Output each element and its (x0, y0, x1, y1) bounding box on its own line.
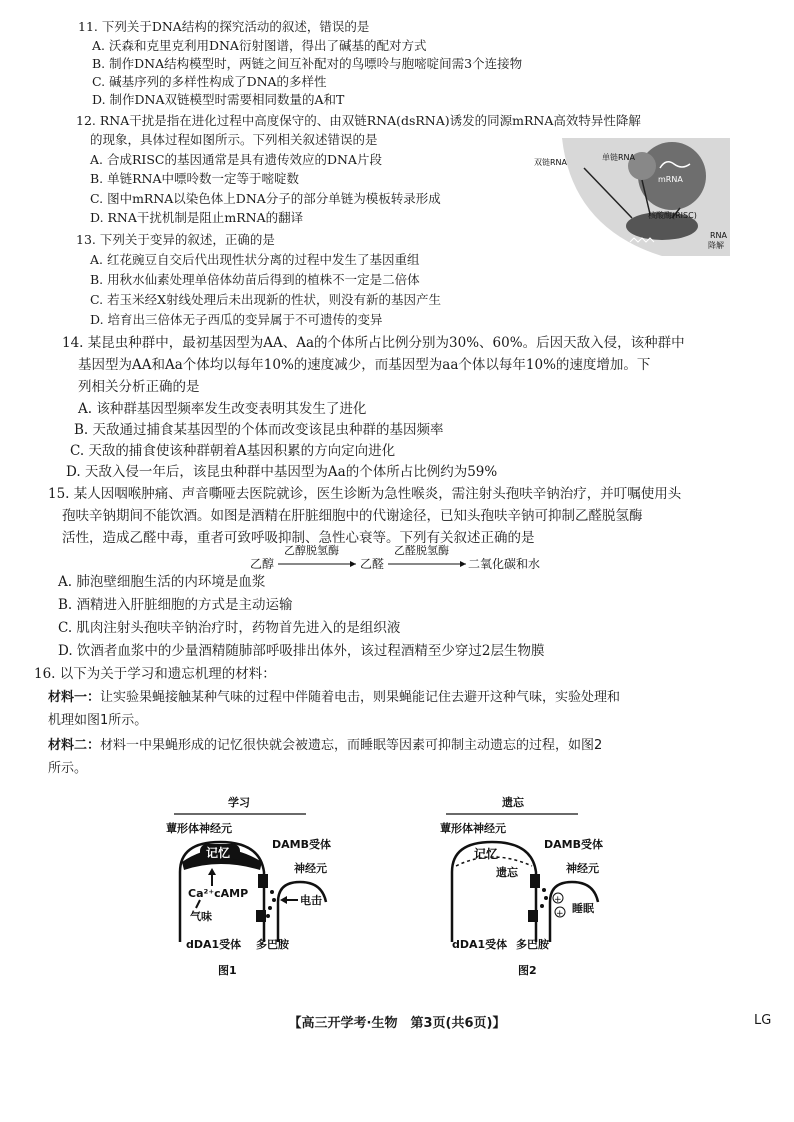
q11-option-c: C. 碱基序列的多样性构成了DNA的多样性 (92, 74, 327, 89)
figure2-forgetting (432, 792, 622, 982)
svg-text:+: + (554, 895, 562, 905)
enzyme1-label: 乙醇脱氢酶 (284, 544, 339, 557)
q12-stem-line1: 12. RNA干扰是指在进化过程中高度保守的、由双链RNA(dsRNA)诱发的同源mRNA高效特异性降解 (76, 113, 641, 128)
ethanol-label: 乙醇 (250, 557, 275, 571)
q12-stem-line2: 的现象，具体过程如图所示。下列相关叙述错误的是 (90, 132, 378, 147)
fig2-dopamine-label: 多巴胺 (516, 938, 549, 951)
label-risc: 核酸酶(RISC) (648, 211, 697, 220)
fig1-shock-label: 电击 (300, 894, 322, 907)
fig2-caption: 图2 (518, 964, 537, 977)
fig1-dopamine-label: 多巴胺 (256, 938, 289, 951)
q11-option-d: D. 制作DNA双链模型时需要相同数量的A和T (92, 92, 345, 107)
fig1-da1-label: dDA1受体 (186, 938, 242, 951)
fig1-memory-label: 记忆 (206, 846, 231, 860)
q14-stem-line1: 14. 某昆虫种群中，最初基因型为AA、Aa的个体所占比例分别为30%、60%。后因天敌入侵，该种群中 (62, 335, 685, 351)
q13-option-a: A. 红花豌豆自交后代出现性状分离的过程中发生了基因重组 (90, 252, 420, 267)
q13-option-d: D. 培育出三倍体无子西瓜的变异属于不可遗传的变异 (90, 312, 383, 327)
paper-code: LG (754, 1013, 772, 1028)
fig2-title: 遗忘 (502, 796, 524, 809)
q14-option-d: D. 天敌入侵一年后，该昆虫种群中基因型为Aa的个体所占比例约为59% (66, 464, 498, 480)
q14-option-b: B. 天敌通过捕食某基因型的个体而改变该昆虫种群的基因频率 (74, 422, 444, 438)
label-rna: RNA (710, 231, 728, 240)
fig2-mushroom-label: 蕈形体神经元 (440, 822, 506, 835)
q15-option-d: D. 饮酒者血浆中的少量酒精随肺部呼吸排出体外，该过程酒精至少穿过2层生物膜 (58, 643, 545, 659)
q13-option-b: B. 用秋水仙素处理单倍体幼苗后得到的植株不一定是二倍体 (90, 272, 420, 287)
q11-stem: 11. 下列关于DNA结构的探究活动的叙述，错误的是 (78, 19, 370, 34)
fig1-title: 学习 (228, 796, 250, 809)
ethanol-metabolism-pathway (250, 544, 550, 574)
q14-stem-line2: 基因型为AA和Aa个体均以每年10%的速度减少，而基因型为aa个体以每年10%的速度增加。下 (78, 357, 651, 373)
fig1-neuron-label: 神经元 (294, 862, 327, 875)
q16-stem: 16. 以下为关于学习和遗忘机理的材料： (34, 666, 276, 682)
enzyme2-label: 乙醛脱氢酶 (394, 544, 449, 557)
q15-option-b: B. 酒精进入肝脏细胞的方式是主动运输 (58, 597, 293, 613)
rna-interference-figure (532, 138, 732, 258)
q15-stem-line3: 活性，造成乙醛中毒，重者可致呼吸抑制、急性心衰等。下列有关叙述正确的是 (62, 530, 535, 546)
fig1-mushroom-label: 蕈形体神经元 (166, 822, 232, 835)
material2-text: 材料一中果蝇形成的记忆很快就会被遗忘，而睡眠等因素可抑制主动遗忘的过程，如图2 (100, 738, 603, 753)
material1-text: 让实验果蝇接触某种气味的过程中伴随着电击，则果蝇能记住去避开这种气味，实验处理和 (100, 690, 621, 705)
q16-material2-line2: 所示。 (48, 761, 88, 776)
q13-stem: 13. 下列关于变异的叙述，正确的是 (76, 232, 275, 247)
fig2-memory-label: 记忆 (474, 847, 499, 861)
q13-option-c: C. 若玉米经X射线处理后未出现新的性状，则没有新的基因产生 (90, 292, 441, 307)
q11-option-a: A. 沃森和克里克利用DNA衍射图谱，得出了碱基的配对方式 (92, 38, 427, 53)
fig1-damb-label: DAMB受体 (272, 838, 331, 851)
fig2-damb-label: DAMB受体 (544, 838, 603, 851)
fig2-neuron-label: 神经元 (566, 862, 599, 875)
material2-label: 材料二： (48, 738, 101, 753)
q14-stem-line3: 列相关分析正确的是 (78, 379, 200, 395)
label-degrade: 降解 (708, 241, 724, 250)
label-dsrna: 双链RNA (534, 158, 568, 167)
acetaldehyde-label: 乙醛 (360, 557, 385, 571)
q16-material1-line2: 机理如图1所示。 (48, 713, 148, 728)
fig1-odor-label: 气味 (190, 910, 212, 923)
fig1-caption: 图1 (218, 964, 237, 977)
q12-option-d: D. RNA干扰机制是阻止mRNA的翻译 (90, 210, 304, 225)
label-ssrna: 单链RNA (602, 153, 636, 162)
fig2-da1-label: dDA1受体 (452, 938, 508, 951)
figure1-learning (160, 792, 350, 982)
q15-option-c: C. 肌肉注射头孢呋辛钠治疗时，药物首先进入的是组织液 (58, 620, 401, 636)
q11-option-b: B. 制作DNA结构模型时，两链之间互补配对的鸟嘌呤与胞嘧啶间需3个连接物 (92, 56, 523, 71)
q15-stem-line1: 15. 某人因咽喉肿痛、声音嘶哑去医院就诊，医生诊断为急性喉炎，需注射头孢呋辛钠治疗，并叮嘱使用头 (48, 486, 682, 502)
page-footer: 【高三开学考·生物 第3页(共6页)】 (288, 1016, 506, 1031)
q16-material1-line1 (48, 689, 620, 707)
svg-text:+: + (556, 909, 564, 919)
q14-option-c: C. 天敌的捕食使该种群朝着A基因积累的方向定向进化 (70, 443, 396, 459)
q14-option-a: A. 该种群基因型频率发生改变表明其发生了进化 (78, 401, 367, 417)
fig2-forget-label: 遗忘 (496, 866, 518, 879)
product-label: 二氧化碳和水 (468, 557, 541, 571)
q15-option-a: A. 肺泡壁细胞生活的内环境是血浆 (58, 574, 266, 590)
material1-label: 材料一： (48, 690, 101, 705)
q12-option-b: B. 单链RNA中嘌呤数一定等于嘧啶数 (90, 171, 300, 186)
q12-option-a: A. 合成RISC的基因通常是具有遗传效应的DNA片段 (90, 152, 382, 167)
q15-stem-line2: 孢呋辛钠期间不能饮酒。如图是酒精在肝脏细胞中的代谢途径，已知头孢呋辛钠可抑制乙醛脱氢酶 (62, 508, 643, 524)
fig1-ca-camp-label: Ca²⁺cAMP (188, 887, 249, 900)
q12-option-c: C. 图中mRNA以染色体上DNA分子的部分单链为模板转录形成 (90, 191, 441, 206)
label-mrna: mRNA (658, 175, 683, 184)
fig2-sleep-label: 睡眠 (572, 902, 594, 915)
q16-material2-line1 (48, 737, 602, 755)
